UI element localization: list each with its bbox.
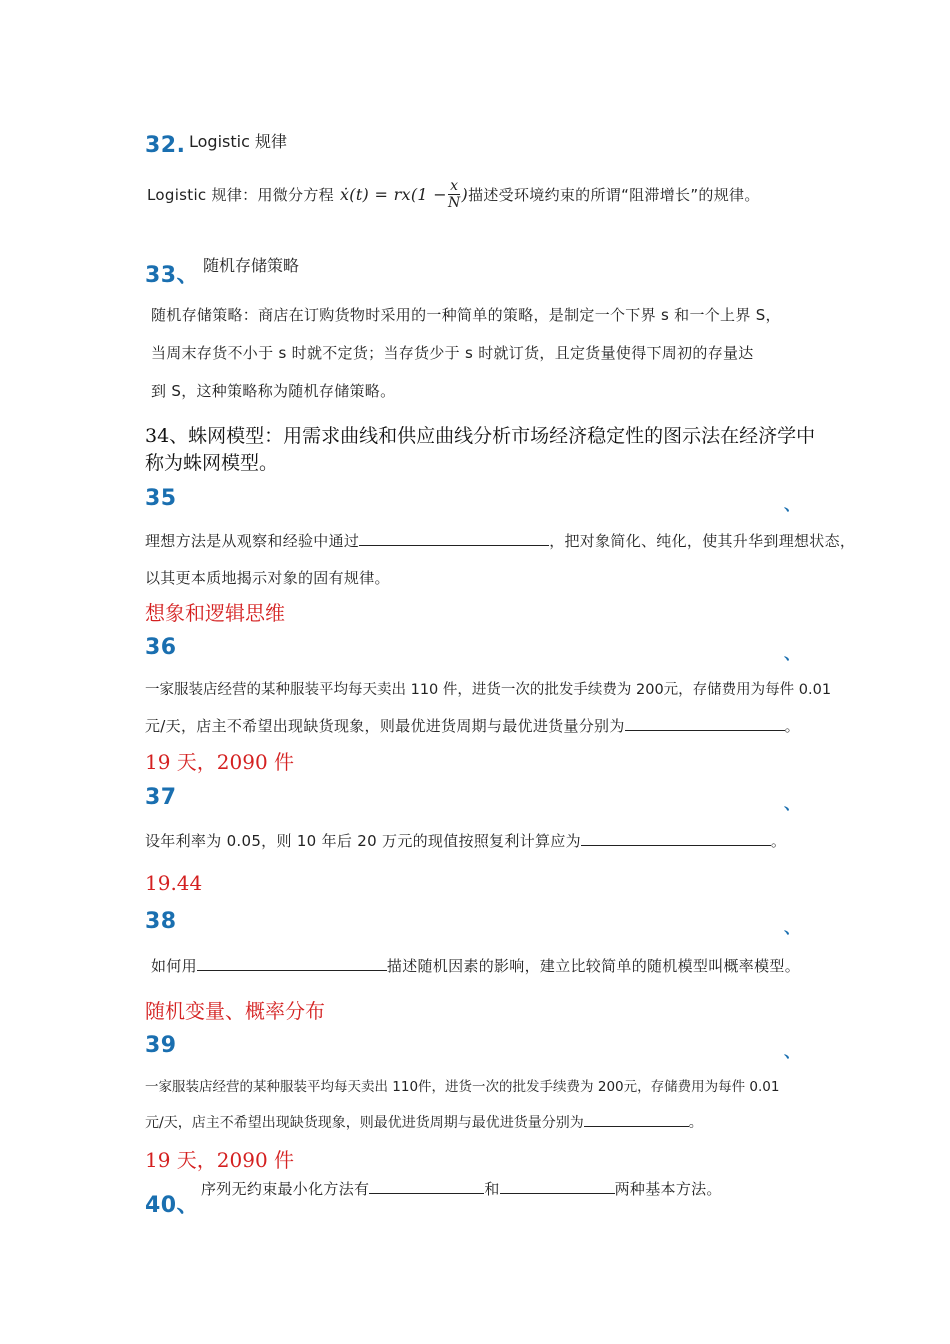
- item-40-line-1-c: 两种基本方法。: [614, 1180, 722, 1198]
- fraction-numerator: x: [450, 178, 459, 194]
- fraction-denominator: N: [447, 195, 461, 211]
- item-39-answer: 19 天，2090 件: [145, 1148, 295, 1172]
- item-number-32: 32.: [145, 133, 186, 158]
- item-number-33: 33、: [145, 263, 200, 288]
- item-34-text: 34、蛛网模型：用需求曲线和供应曲线分析市场经济稳定性的图示法在经济学中称为蛛网模型。: [145, 425, 816, 474]
- item-39-line-1: 一家服装店经营的某种服装平均每天卖出 110件，进货一次的批发手续费为 200元，存储费用为每件 0.01: [145, 1079, 780, 1095]
- item-37-line-1: [145, 830, 786, 851]
- equation-right: ): [461, 185, 469, 204]
- item-33-line-1: 随机存储策略：商店在订购货物时采用的一种简单的策略，是制定一个下界 s 和一个上界 S，: [151, 306, 781, 324]
- item-35-separator: 、: [784, 495, 801, 514]
- answer-blank: [197, 956, 387, 971]
- equation-left: ẋ(t) = rx(1 −: [339, 185, 447, 204]
- item-40-line-1-b: 和: [484, 1180, 500, 1198]
- definition-32-suffix: 描述受环境约束的所谓“阻滞增长”的规律。: [468, 186, 760, 204]
- item-35-line-2: 以其更本质地揭示对象的固有规律。: [145, 569, 390, 587]
- item-number-35: 35: [145, 486, 177, 511]
- item-number-37: 37: [145, 785, 177, 810]
- item-36-line-2-a: 元/天，店主不希望出现缺货现象，则最优进货周期与最优进货量分别为: [145, 717, 625, 735]
- item-number-38: 38: [145, 909, 177, 934]
- item-38-separator: 、: [784, 918, 801, 937]
- item-39-separator: 、: [784, 1042, 801, 1061]
- answer-blank: [359, 531, 549, 546]
- item-35-line-1: [145, 530, 855, 551]
- item-36-separator: 、: [784, 644, 801, 663]
- item-38-line-1-b: 描述随机因素的影响，建立比较简单的随机模型叫概率模型。: [386, 957, 801, 975]
- answer-blank: [581, 831, 771, 846]
- definition-32: [147, 178, 760, 211]
- item-37-separator: 、: [784, 794, 801, 813]
- item-number-36: 36: [145, 635, 177, 660]
- item-35-line-1-a: 理想方法是从观察和经验中通过: [145, 532, 360, 550]
- item-35-answer: 想象和逻辑思维: [145, 601, 285, 625]
- answer-blank: [584, 1112, 689, 1127]
- item-heading-32: Logistic 规律: [189, 132, 287, 151]
- item-40-line-1-a: 序列无约束最小化方法有: [201, 1180, 370, 1198]
- item-heading-33: 随机存储策略: [203, 256, 300, 275]
- item-39-line-2-a: 元/天，店主不希望出现缺货现象，则最优进货周期与最优进货量分别为: [145, 1115, 584, 1131]
- item-38-line-1-a: 如何用: [151, 957, 197, 975]
- item-33-line-3: 到 S，这种策略称为随机存储策略。: [151, 382, 396, 400]
- answer-blank: [369, 1179, 484, 1194]
- equation-fraction: [448, 178, 461, 211]
- item-37-answer: 19.44: [145, 871, 203, 895]
- item-number-39: 39: [145, 1033, 177, 1058]
- definition-32-prefix: Logistic 规律：用微分方程: [147, 186, 334, 204]
- item-38-answer: 随机变量、概率分布: [145, 999, 325, 1023]
- item-38-line-1: [151, 955, 800, 976]
- item-35-line-1-b: ，把对象简化、纯化，使其升华到理想状态，: [549, 532, 856, 550]
- item-36-line-2: [145, 715, 800, 736]
- item-40-line-1: [201, 1178, 722, 1199]
- item-37-line-1-b: 。: [770, 832, 787, 850]
- answer-blank: [625, 716, 785, 731]
- item-39-line-2-b: 。: [688, 1115, 703, 1131]
- item-36-line-1: 一家服装店经营的某种服装平均每天卖出 110 件，进货一次的批发手续费为 200元，存储费用为每件 0.01: [145, 682, 832, 698]
- item-39-line-2: [145, 1112, 703, 1132]
- item-37-line-1-a: 设年利率为 0.05，则 10 年后 20 万元的现值按照复利计算应为: [145, 832, 581, 850]
- answer-blank: [500, 1179, 615, 1194]
- item-33-line-2: 当周末存货不小于 s 时就不定货；当存货少于 s 时就订货，且定货量使得下周初的存量达: [151, 344, 754, 362]
- item-36-answer: 19 天，2090 件: [145, 750, 295, 774]
- item-36-line-2-b: 。: [784, 717, 800, 735]
- item-number-40: 40、: [145, 1193, 200, 1218]
